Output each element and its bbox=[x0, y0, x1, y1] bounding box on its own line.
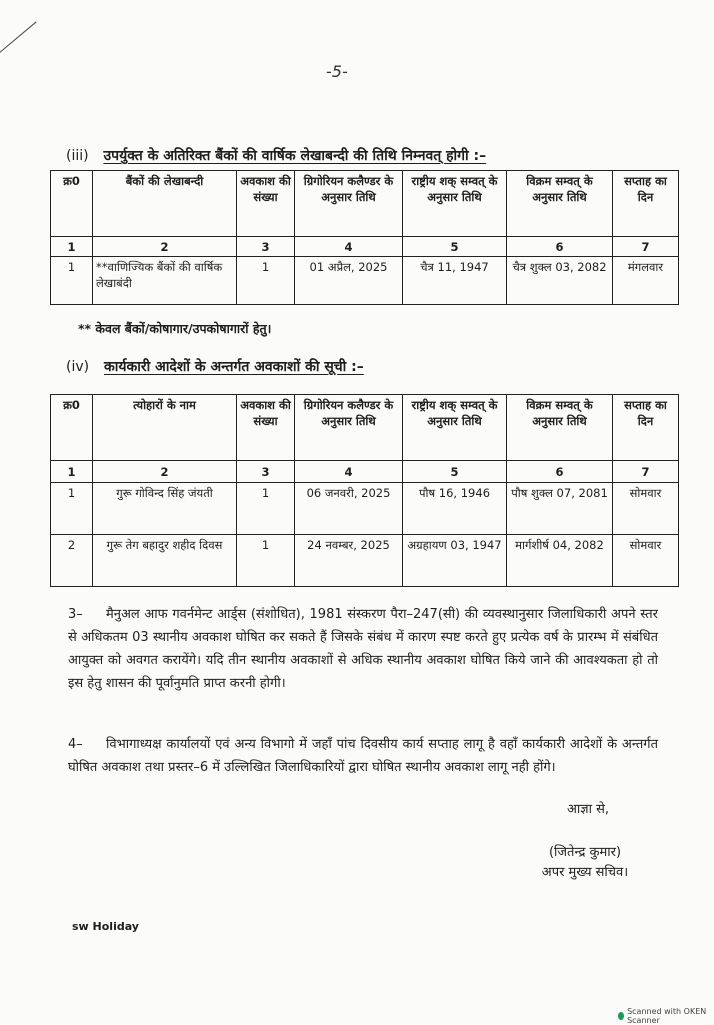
cell-serial: 1 bbox=[51, 257, 93, 305]
cell-vikram-date: मार्गशीर्ष 04, 2082 bbox=[507, 535, 613, 587]
col-number: 7 bbox=[613, 461, 679, 483]
footer-reference: sw Holiday bbox=[72, 920, 139, 933]
cell-weekday: मंगलवार bbox=[613, 257, 679, 305]
cell-serial: 1 bbox=[51, 483, 93, 535]
bank-closing-table bbox=[50, 170, 679, 305]
header-weekday: सप्ताह का दिन bbox=[613, 395, 679, 461]
cell-weekday: सोमवार bbox=[613, 535, 679, 587]
cell-holiday-count: 1 bbox=[237, 257, 295, 305]
column-number-row bbox=[51, 237, 679, 257]
col-number: 3 bbox=[237, 237, 295, 257]
cell-saka-date: अग्रहायण 03, 1947 bbox=[403, 535, 507, 587]
col-number: 7 bbox=[613, 237, 679, 257]
cell-gregorian-date: 06 जनवरी, 2025 bbox=[295, 483, 403, 535]
header-festival-name: त्योहारों के नाम bbox=[93, 395, 237, 461]
header-vikram-date: विक्रम सम्वत् के अनुसार तिथि bbox=[507, 395, 613, 461]
section-iii-label: (iii) bbox=[66, 148, 89, 164]
paragraph-3 bbox=[68, 603, 658, 695]
col-number: 4 bbox=[295, 237, 403, 257]
paragraph-4-number: 4– bbox=[68, 737, 83, 752]
signatory-name: (जितेन्द्र कुमार) bbox=[548, 845, 622, 860]
page-number: -5- bbox=[326, 62, 348, 81]
cell-gregorian-date: 24 नवम्बर, 2025 bbox=[295, 535, 403, 587]
cell-gregorian-date: 01 अप्रैल, 2025 bbox=[295, 257, 403, 305]
header-holiday-count: अवकाश की संख्या bbox=[237, 171, 295, 237]
col-number: 2 bbox=[93, 237, 237, 257]
col-number: 1 bbox=[51, 237, 93, 257]
bank-note: ** केवल बैंकों/कोषागार/उपकोषागारों हेतु। bbox=[78, 321, 272, 336]
header-saka-date: राष्ट्रीय शक् सम्वत् के अनुसार तिथि bbox=[403, 171, 507, 237]
header-serial: क्र0 bbox=[51, 395, 93, 461]
cell-holiday-count: 1 bbox=[237, 535, 295, 587]
column-number-row bbox=[51, 461, 679, 483]
table-row bbox=[51, 483, 679, 535]
paragraph-4-text: विभागाध्यक्ष कार्यालयों एवं अन्य विभागो में जहाँ पांच दिवसीय कार्य सप्ताह लागू है वहाँ कार्यकारी आदेशों के अन्तर्गत घोषित अवकाश तथा प्रस्तर–6 में उल्लिखित जिलाधिकारियों द्वारा घोषित स्थानीय अवकाश लागू नही होंगे। bbox=[68, 737, 658, 775]
scanner-watermark bbox=[618, 1007, 714, 1025]
signature-order: आज्ञा से, bbox=[566, 802, 610, 817]
header-gregorian-date: ग्रिगोरियन कलैण्डर के अनुसार तिथि bbox=[295, 395, 403, 461]
header-bank-closing: बैंकों की लेखाबन्दी bbox=[93, 171, 237, 237]
cell-holiday-count: 1 bbox=[237, 483, 295, 535]
table-header-row bbox=[51, 171, 679, 237]
cell-vikram-date: पौष शुक्ल 07, 2081 bbox=[507, 483, 613, 535]
executive-holidays-table bbox=[50, 394, 679, 587]
col-number: 5 bbox=[403, 237, 507, 257]
table-header-row bbox=[51, 395, 679, 461]
cell-saka-date: पौष 16, 1946 bbox=[403, 483, 507, 535]
section-iv-heading bbox=[66, 357, 364, 376]
cell-weekday: सोमवार bbox=[613, 483, 679, 535]
col-number: 6 bbox=[507, 237, 613, 257]
paragraph-3-number: 3– bbox=[68, 607, 83, 622]
header-serial: क्र0 bbox=[51, 171, 93, 237]
section-iv-title: कार्यकारी आदेशों के अन्तर्गत अवकाशों की सूची :– bbox=[103, 359, 364, 375]
cell-serial: 2 bbox=[51, 535, 93, 587]
cell-bank-closing: **वाणिज्यिक बैंकों की वार्षिक लेखाबंदी bbox=[93, 257, 237, 305]
col-number: 4 bbox=[295, 461, 403, 483]
section-iii-title: उपर्युक्त के अतिरिक्त बैंकों की वार्षिक लेखाबन्दी की तिथि निम्नवत् होगी :– bbox=[103, 148, 487, 164]
section-iv-label: (iv) bbox=[66, 359, 90, 375]
margin-stroke bbox=[0, 21, 37, 60]
table-row bbox=[51, 535, 679, 587]
header-weekday: सप्ताह का दिन bbox=[613, 171, 679, 237]
header-gregorian-date: ग्रिगोरियन कलैण्डर के अनुसार तिथि bbox=[295, 171, 403, 237]
header-saka-date: राष्ट्रीय शक् सम्वत् के अनुसार तिथि bbox=[403, 395, 507, 461]
cell-saka-date: चैत्र 11, 1947 bbox=[403, 257, 507, 305]
header-vikram-date: विक्रम सम्वत् के अनुसार तिथि bbox=[507, 171, 613, 237]
header-holiday-count: अवकाश की संख्या bbox=[237, 395, 295, 461]
cell-vikram-date: चैत्र शुक्ल 03, 2082 bbox=[507, 257, 613, 305]
paragraph-4 bbox=[68, 733, 658, 779]
col-number: 1 bbox=[51, 461, 93, 483]
table-row bbox=[51, 257, 679, 305]
col-number: 5 bbox=[403, 461, 507, 483]
col-number: 2 bbox=[93, 461, 237, 483]
col-number: 3 bbox=[237, 461, 295, 483]
scanner-logo-icon bbox=[618, 1012, 624, 1020]
paragraph-3-text: मैनुअल आफ गवर्नमेन्ट आर्ड्स (संशोधित), 1981 संस्करण पैरा–247(सी) की व्यवस्थानुसार जिलाधिकारी अपने स्तर से अधिकतम 03 स्थानीय अवकाश घोषित कर सकते हैं जिसके संबंध में कारण स्पष्ट करते हुए प्रत्येक वर्ष के प्रारम्भ में संबंधित आयुक्त को अवगत करायेंगे। यदि तीन स्थानीय अवकाशों से अधिक स्थानीय अवकाश घोषित किये जाने की आवश्यकता हो तो इस हेतु शासन की पूर्वानुमति प्राप्त करनी होगी। bbox=[68, 607, 658, 691]
section-iii-heading bbox=[66, 146, 486, 165]
col-number: 6 bbox=[507, 461, 613, 483]
cell-festival-name: गुरू गोविन्द सिंह जंयती bbox=[93, 483, 237, 535]
signatory-designation: अपर मुख्य सचिव। bbox=[541, 865, 629, 880]
scanner-text: Scanned with OKEN Scanner bbox=[627, 1007, 707, 1025]
cell-festival-name: गुरू तेग बहादुर शहीद दिवस bbox=[93, 535, 237, 587]
